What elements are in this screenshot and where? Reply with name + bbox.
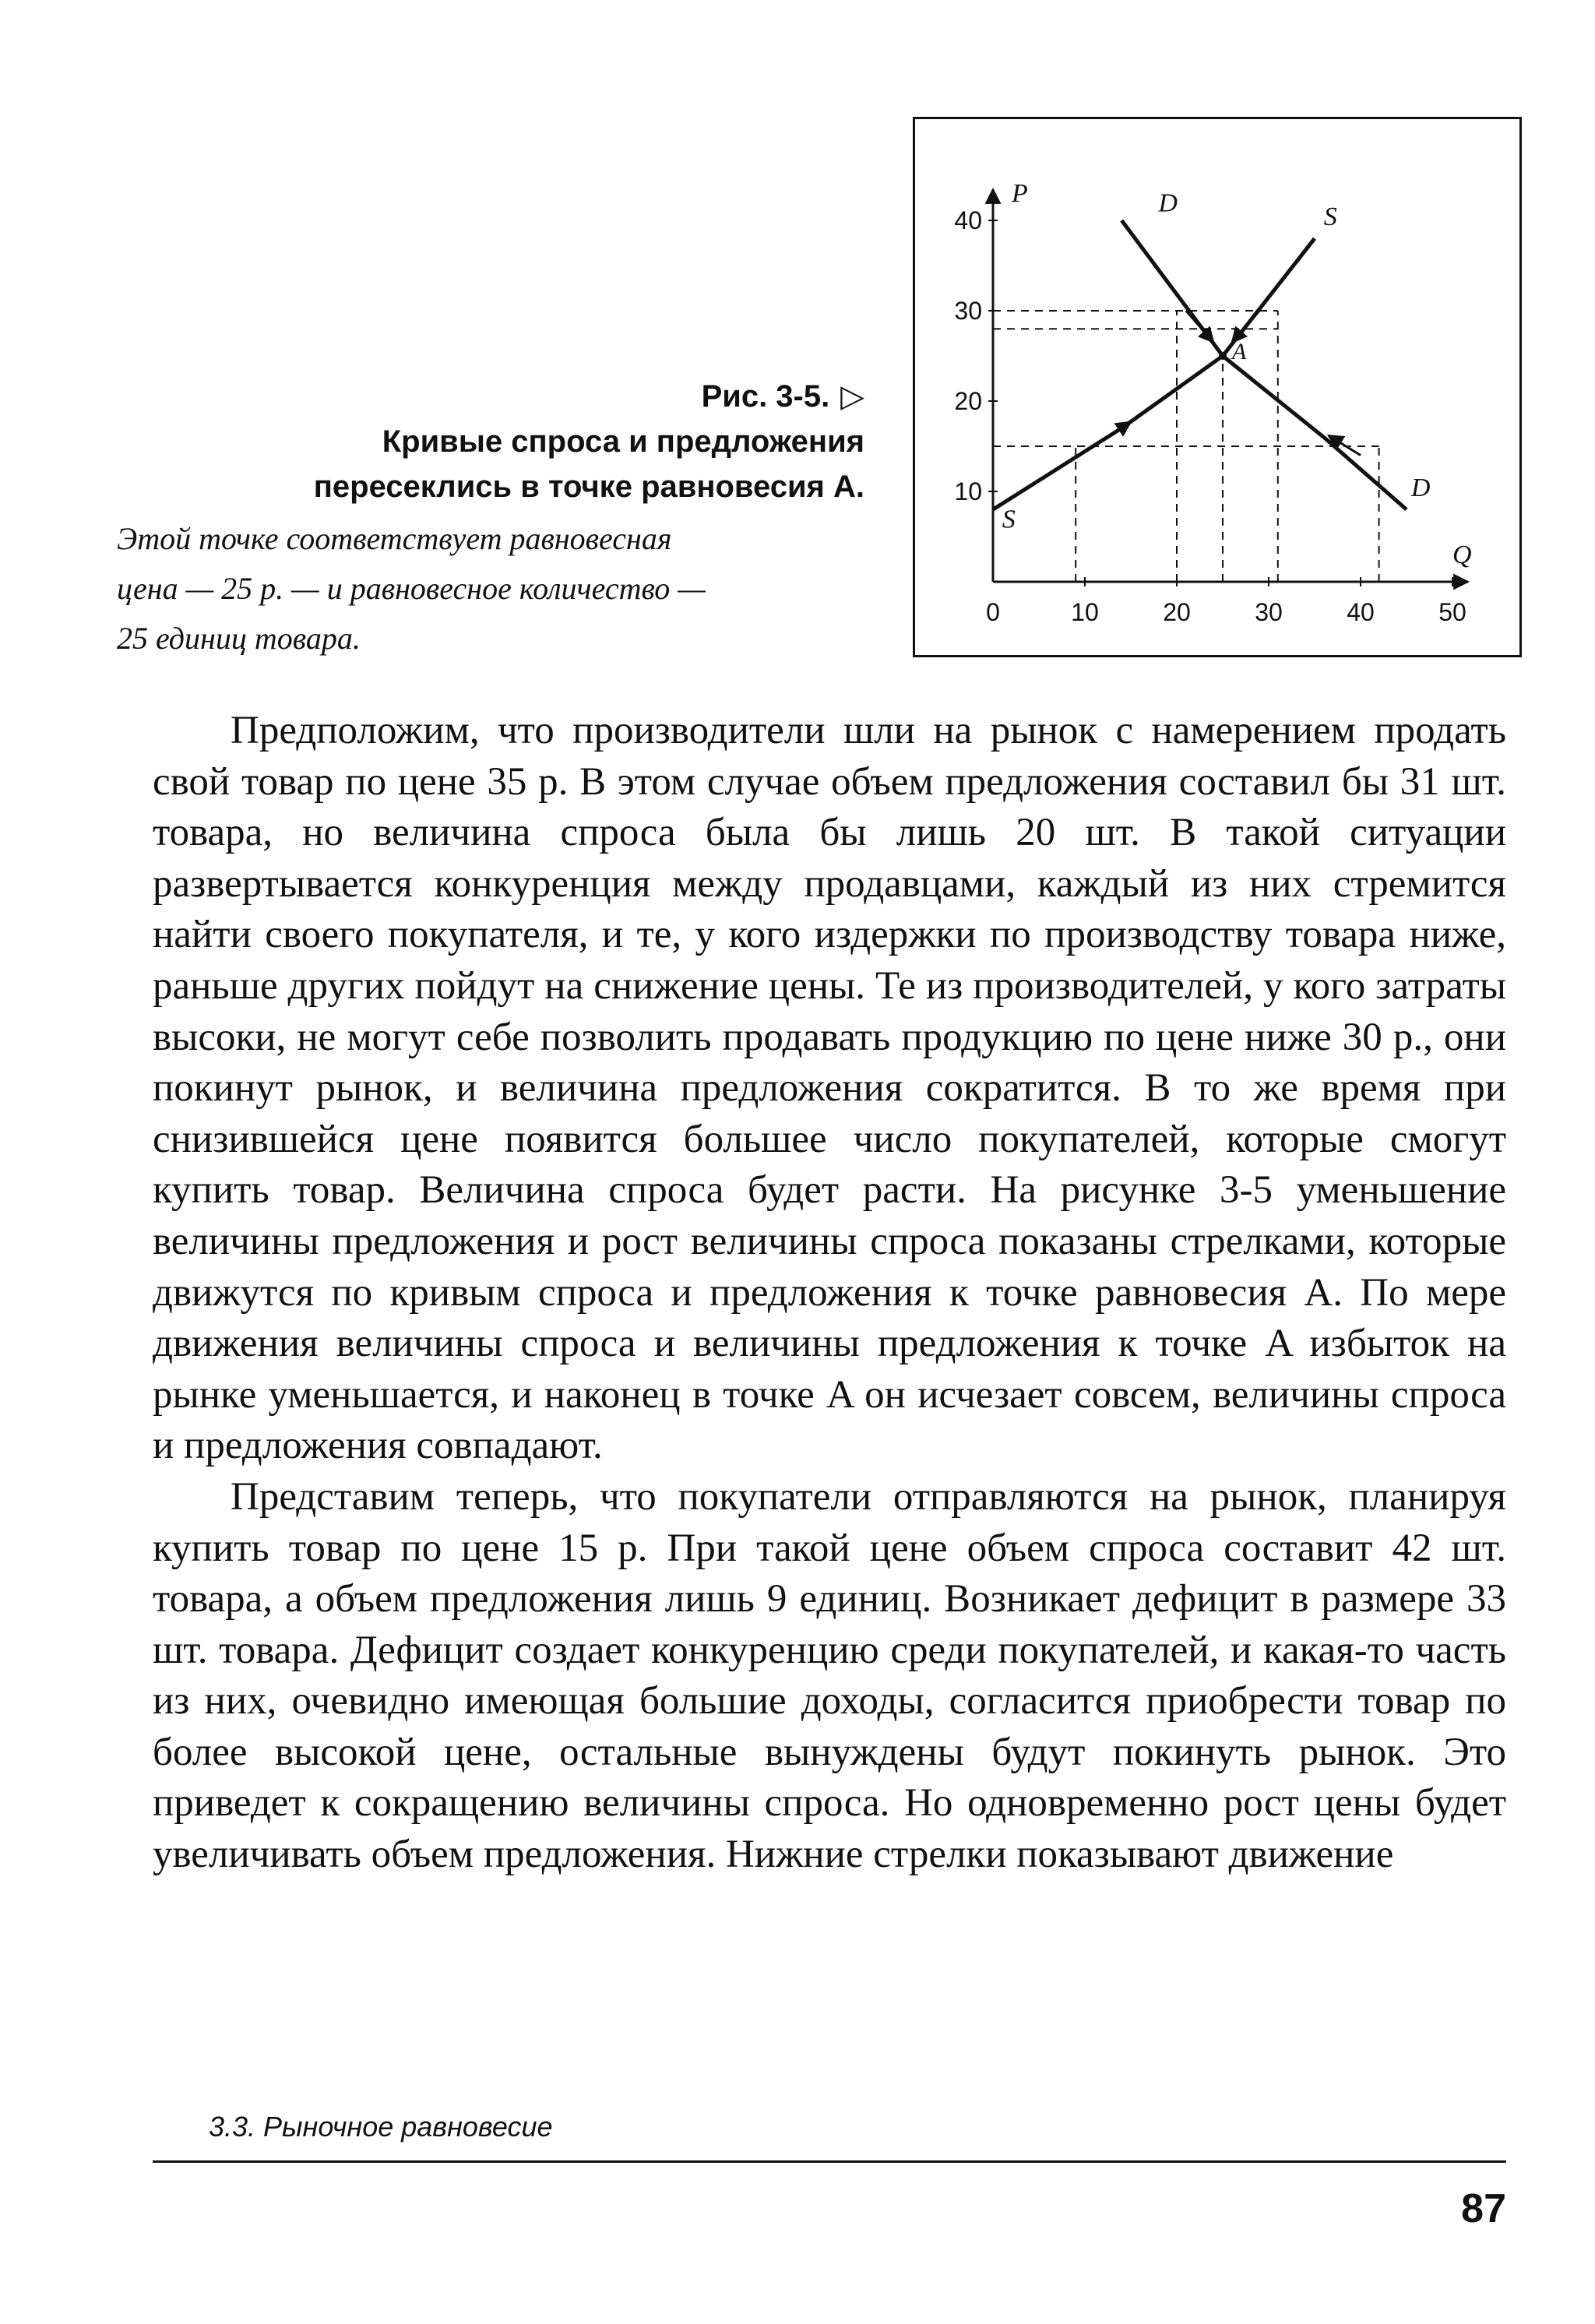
x-tick-label: 20 [1163,598,1191,626]
footer-divider [153,2160,1506,2163]
page-number: 87 [1461,2186,1506,2231]
y-tick-label: 20 [954,387,982,415]
direction-arrow [1186,311,1213,343]
demand-label-top: D [1158,188,1178,218]
direction-arrow [1094,422,1131,446]
figure-title-line-1: Кривые спроса и предложения [382,424,864,459]
direction-arrow [1232,311,1259,343]
supply-label-bottom: S [1002,505,1016,534]
x-tick-label: 50 [1438,598,1466,626]
figure-label-line [117,374,864,419]
y-tick-label: 40 [954,206,982,234]
body-text [153,706,1506,1881]
figure-label: Рис. 3-5. [701,379,830,414]
figure-desc-line-3: 25 единиц товара. [117,621,361,656]
y-tick-label: 10 [954,477,982,505]
supply-curve [993,238,1315,509]
figure-caption [117,374,864,659]
figure-arrow-icon: ▷ [840,379,864,414]
chart-canvas [915,119,1519,655]
x-axis-label: Q [1452,541,1472,569]
y-axis-label: P [1012,179,1028,208]
x-tick-label: 0 [986,598,1000,626]
figure-title-line-2: пересеклись в точке равновесия A. [313,470,864,504]
paragraph-1: Предположим, что производители шли на рынок с намерением продать свой товар по цене 35 р. В этом случае объем предложения составил бы 31 шт. товара, но величина спроса была бы лишь 20 шт. В такой ситуации развертывается конкуренция между продавцами, каждый из них стремится найти своего покупателя, и те, у кого издержки по производству товара ниже, раньше других пойдут на снижение цены. Те из производителей, у кого затраты высоки, не могут себе позволить продавать продукцию по цене ниже 30 р., они покинут рынок, и величина предложения сократится. В то же время при снизившейся цене появится большее число покупателей, которые смогут купить товар. Величина спроса будет расти. На рисунке 3-5 уменьшение величины предложения и рост величины спроса показаны стрелками, которые движутся по кривым спроса и предложения к точке равновесия A. По мере движения величины спроса и величины предложения к точке A избыток на рынке уменьшается, и наконец в точке A он исчезает совсем, величины спроса и предложения совпадают. [153,709,1506,1468]
supply-demand-chart [913,117,1522,657]
equilibrium-point [1219,352,1227,360]
supply-label-top: S [1323,202,1337,231]
y-tick-label: 30 [954,297,982,325]
demand-curve [1121,220,1407,509]
x-tick-label: 40 [1347,598,1375,626]
equilibrium-label: A [1232,339,1247,364]
demand-label-bottom: D [1410,473,1431,502]
running-footer-section: 3.3. Рыночное равновесие [209,2111,553,2143]
x-tick-label: 10 [1071,598,1099,626]
figure-desc-line-1: Этой точке соответствует равновесная [117,521,672,556]
figure-desc-line-2: цена — 25 р. — и равновесное количество — [117,571,706,606]
paragraph-2: Представим теперь, что покупатели отправляются на рынок, планируя купить товар по цене 15 р. При такой цене объем спроса составит 42 шт. товара, а объем предложения лишь 9 единиц. Возникает дефицит в размере 33 шт. товара. Дефицит создает конкуренцию среди покупателей, и какая-то часть из них, очевидно имеющая большие доходы, согласится приобрести товар по более высокой цене, остальные вынуждены будут покинуть рынок. Это приведет к сокращению величины спроса. Но одновременно рост цены будет увеличивать объем предложения. Нижние стрелки показывают движение [153,1474,1506,1877]
x-tick-label: 30 [1255,598,1283,626]
